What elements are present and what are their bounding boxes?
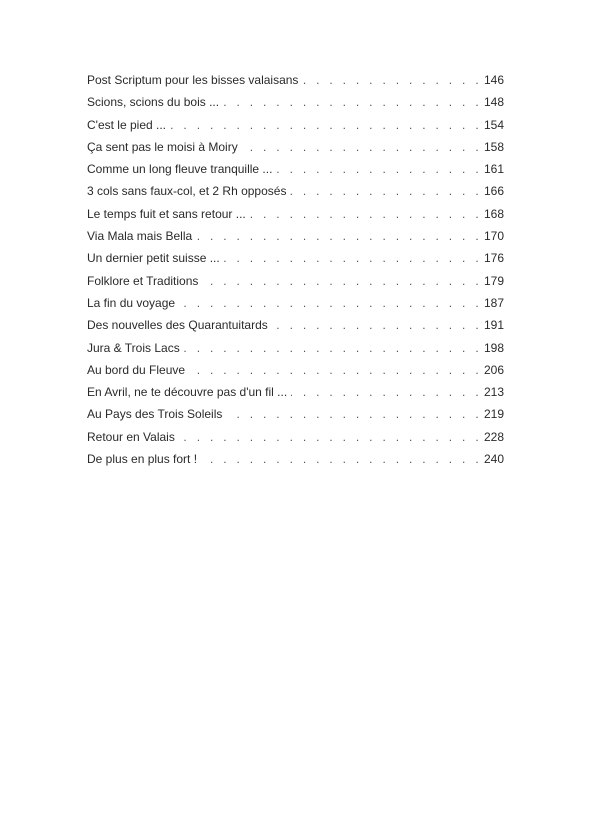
entry-title: En Avril, ne te découvre pas d'un fil ... xyxy=(87,381,291,403)
entry-title: Un dernier petit suisse ... xyxy=(87,247,224,269)
dot-leader xyxy=(179,426,482,448)
toc-entry xyxy=(87,247,504,269)
entry-page-number: 158 xyxy=(482,136,504,158)
entry-page-number: 191 xyxy=(482,314,504,336)
entry-title: La fin du voyage xyxy=(87,292,179,314)
entry-title: Au Pays des Trois Soleils xyxy=(87,403,226,425)
entry-page-number: 148 xyxy=(482,91,504,113)
toc-entry xyxy=(87,426,504,448)
entry-title: Comme un long fleuve tranquille ... xyxy=(87,158,276,180)
entry-title: Folklore et Traditions xyxy=(87,270,202,292)
entry-page-number: 187 xyxy=(482,292,504,314)
entry-page-number: 179 xyxy=(482,270,504,292)
entry-page-number: 168 xyxy=(482,203,504,225)
table-of-contents xyxy=(87,69,504,470)
entry-title: Via Mala mais Bella xyxy=(87,225,196,247)
dot-leader xyxy=(276,158,482,180)
dot-leader xyxy=(223,91,482,113)
entry-page-number: 154 xyxy=(482,114,504,136)
toc-entry xyxy=(87,359,504,381)
toc-entry xyxy=(87,270,504,292)
entry-page-number: 146 xyxy=(482,69,504,91)
entry-page-number: 170 xyxy=(482,225,504,247)
toc-entry xyxy=(87,225,504,247)
entry-title: Le temps fuit et sans retour ... xyxy=(87,203,250,225)
entry-page-number: 166 xyxy=(482,180,504,202)
entry-page-number: 228 xyxy=(482,426,504,448)
dot-leader xyxy=(189,359,482,381)
toc-entry xyxy=(87,136,504,158)
dot-leader xyxy=(272,314,482,336)
entry-page-number: 206 xyxy=(482,359,504,381)
dot-leader xyxy=(202,270,482,292)
entry-title: Ça sent pas le moisi à Moiry xyxy=(87,136,242,158)
toc-entry xyxy=(87,69,504,91)
dot-leader xyxy=(302,69,482,91)
entry-title: Retour en Valais xyxy=(87,426,179,448)
entry-page-number: 240 xyxy=(482,448,504,470)
toc-entry xyxy=(87,314,504,336)
toc-entry xyxy=(87,292,504,314)
toc-entry xyxy=(87,448,504,470)
dot-leader xyxy=(179,292,482,314)
entry-title: Scions, scions du bois ... xyxy=(87,91,223,113)
entry-page-number: 213 xyxy=(482,381,504,403)
dot-leader xyxy=(242,136,482,158)
toc-entry xyxy=(87,158,504,180)
entry-title: 3 cols sans faux-col, et 2 Rh opposés xyxy=(87,180,290,202)
entry-title: Des nouvelles des Quarantuitards xyxy=(87,314,272,336)
dot-leader xyxy=(170,114,482,136)
entry-title: Jura & Trois Lacs xyxy=(87,337,184,359)
entry-title: C'est le pied ... xyxy=(87,114,170,136)
entry-page-number: 161 xyxy=(482,158,504,180)
dot-leader xyxy=(250,203,482,225)
toc-entry xyxy=(87,337,504,359)
toc-entry xyxy=(87,180,504,202)
entry-page-number: 198 xyxy=(482,337,504,359)
entry-title: Au bord du Fleuve xyxy=(87,359,189,381)
dot-leader xyxy=(184,337,482,359)
toc-entry xyxy=(87,203,504,225)
toc-entry xyxy=(87,381,504,403)
toc-entry xyxy=(87,403,504,425)
entry-page-number: 176 xyxy=(482,247,504,269)
entry-title: De plus en plus fort ! xyxy=(87,448,201,470)
dot-leader xyxy=(290,180,482,202)
toc-entry xyxy=(87,114,504,136)
entry-title: Post Scriptum pour les bisses valaisans xyxy=(87,69,302,91)
toc-entry xyxy=(87,91,504,113)
dot-leader xyxy=(196,225,482,247)
dot-leader xyxy=(224,247,482,269)
entry-page-number: 219 xyxy=(482,403,504,425)
dot-leader xyxy=(201,448,482,470)
dot-leader xyxy=(226,403,482,425)
dot-leader xyxy=(291,381,482,403)
